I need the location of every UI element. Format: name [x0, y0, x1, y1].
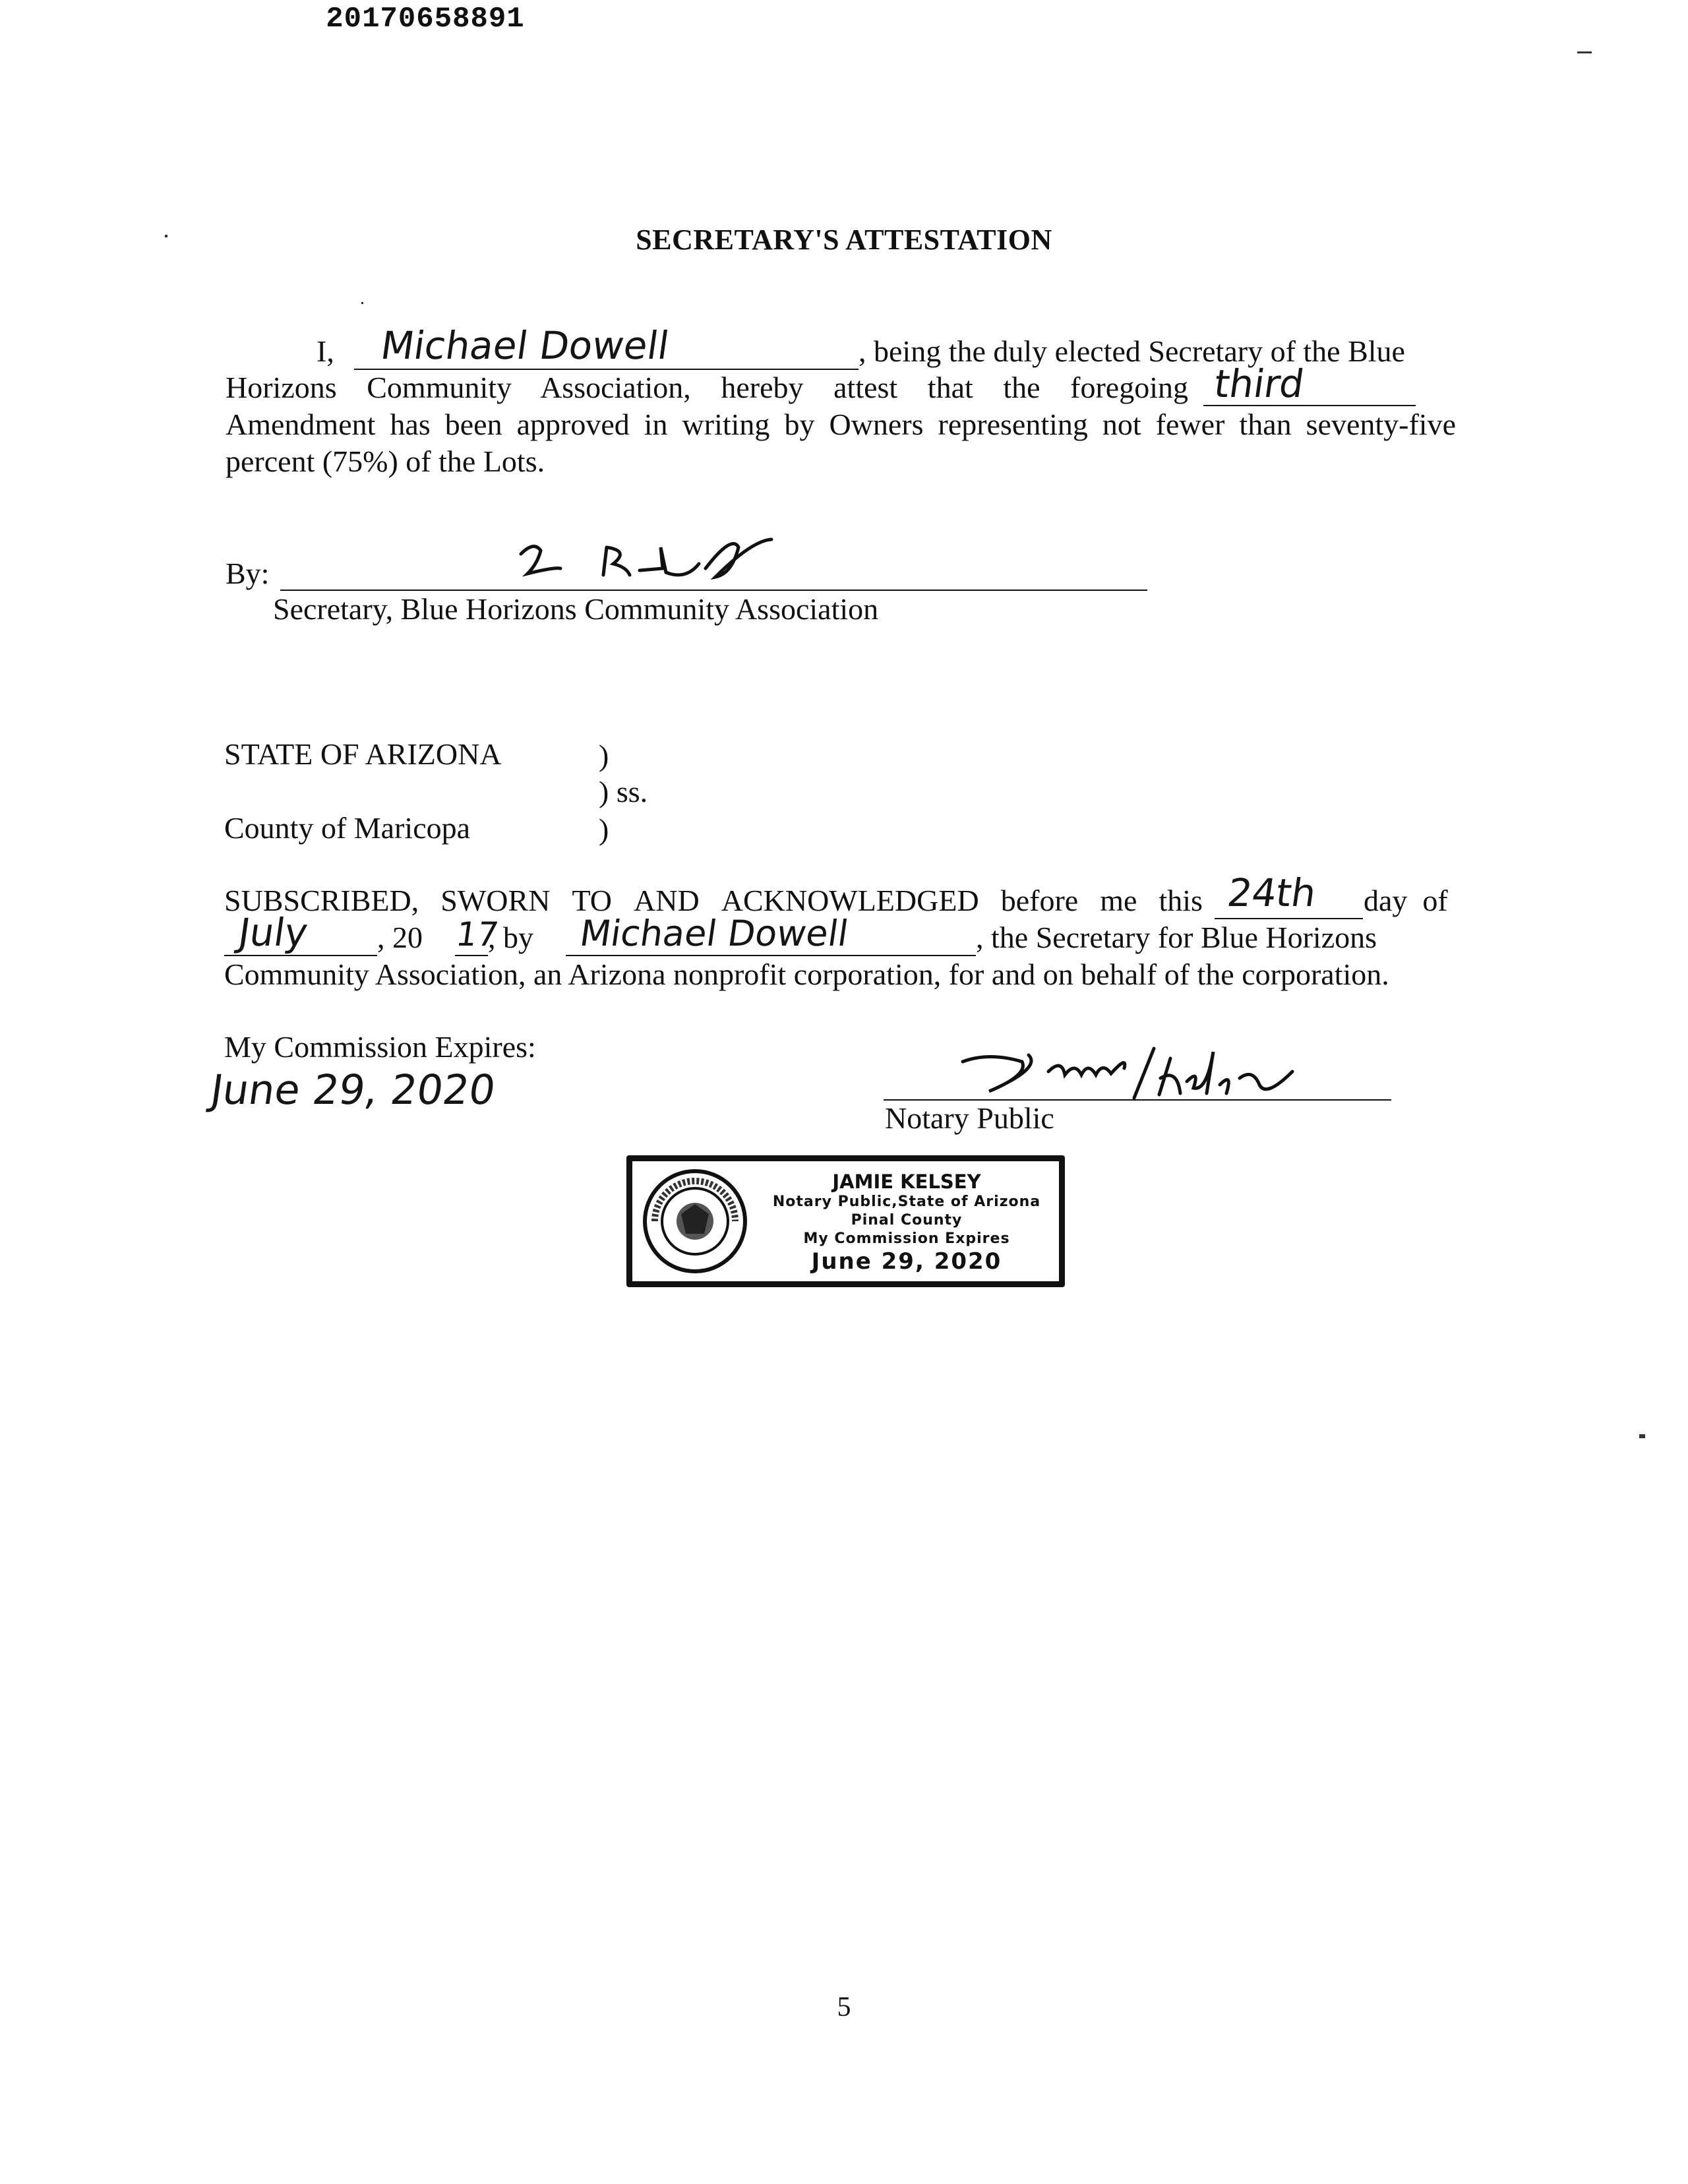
acknowledgment-line-3: Community Association, an Arizona nonprofit corporation, for and on behalf of the corporation.	[224, 957, 1389, 991]
attestation-line-2: Horizons Community Association, hereby attest that the foregoing	[226, 371, 1188, 404]
signature-caption: Secretary, Blue Horizons Community Association	[273, 592, 879, 626]
venue-state: STATE OF ARIZONA	[224, 737, 502, 771]
ack-word: this	[1159, 884, 1203, 917]
ack-word: ACKNOWLEDGED	[721, 884, 979, 917]
secretary-signature	[514, 528, 791, 593]
by-text: , by	[488, 921, 533, 954]
stamp-line-1: Notary Public,State of Arizona	[772, 1194, 1041, 1210]
stamp-date: June 29, 2020	[811, 1248, 1002, 1275]
ack-word: me	[1100, 884, 1137, 917]
scan-speck	[361, 302, 363, 304]
arizona-seal-icon	[642, 1168, 748, 1275]
ack-word: TO	[572, 884, 612, 917]
ack-word: AND	[634, 884, 700, 917]
scan-speck	[1639, 1434, 1645, 1438]
ack-word: before	[1000, 884, 1079, 917]
venue-paren-1: )	[599, 739, 609, 772]
stamp-text-block	[755, 1170, 1058, 1275]
page-number: 5	[837, 1992, 851, 2022]
stamp-name: JAMIE KELSEY	[832, 1170, 981, 1193]
ack-word: SWORN	[440, 884, 551, 917]
venue-ss: ) ss.	[599, 775, 648, 808]
recording-number: 20170658891	[326, 3, 525, 36]
secretary-name-handwritten: Michael Dowell	[378, 323, 672, 368]
by-label: By:	[226, 557, 270, 590]
after-name-text: , the Secretary for Blue Horizons	[976, 921, 1377, 954]
page-title: SECRETARY'S ATTESTATION	[636, 224, 1052, 256]
day-line	[1215, 918, 1363, 919]
venue-county: County of Maricopa	[224, 811, 471, 845]
acknowledger-name-handwritten: Michael Dowell	[577, 913, 851, 954]
attestation-line-1	[316, 333, 334, 370]
amendment-ordinal-handwritten: third	[1211, 361, 1308, 406]
commission-date-handwritten: June 29, 2020	[207, 1066, 498, 1114]
commission-label: My Commission Expires:	[224, 1030, 536, 1064]
attestation-line-3: Amendment has been approved in writing by Owners representing not fewer than seventy-five	[226, 408, 1456, 441]
notary-caption: Notary Public	[885, 1101, 1054, 1135]
venue-paren-3: )	[599, 812, 609, 846]
attestation-line-4: percent (75%) of the Lots.	[226, 444, 545, 478]
ack-word: SUBSCRIBED,	[224, 884, 419, 917]
notary-stamp	[626, 1155, 1065, 1287]
stamp-line-3: My Commission Expires	[803, 1230, 1010, 1247]
day-of-text: day of	[1364, 884, 1448, 917]
notary-signature	[950, 1035, 1319, 1108]
month-handwritten: July	[235, 910, 311, 955]
attestation-line-1-rest: , being the duly elected Secretary of the Blue	[859, 334, 1405, 368]
stamp-line-2: Pinal County	[851, 1212, 963, 1228]
year-prefix: , 20	[377, 921, 423, 954]
scan-speck	[1577, 51, 1592, 53]
day-handwritten: 24th	[1224, 870, 1319, 915]
attestation-prefix: I,	[316, 334, 334, 368]
year-handwritten: 17	[453, 915, 501, 954]
